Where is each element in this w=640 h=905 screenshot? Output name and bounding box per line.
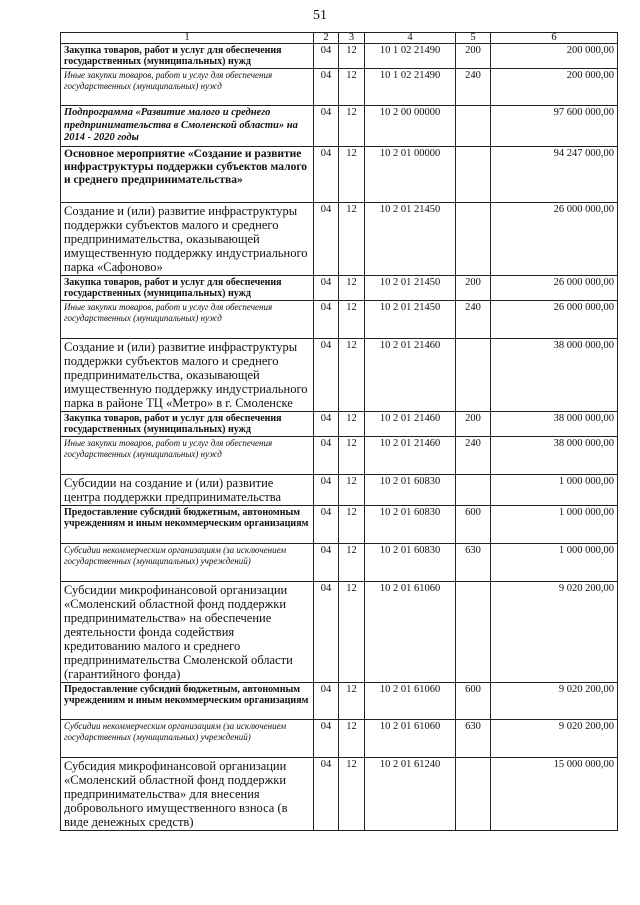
row-name-cell: Предоставление субсидий бюджетным, автономным учреждениям и иным некоммерческим организациям [61, 505, 314, 543]
table-row [61, 275, 618, 300]
table-body [61, 44, 618, 831]
amount-cell: 26 000 000,00 [491, 275, 618, 300]
subsection-code-cell: 12 [339, 300, 365, 338]
row-name-cell: Субсидии некоммерческим организациям (за исключением государственных (муниципальных) учреждений) [61, 719, 314, 757]
section-code-cell: 04 [314, 338, 339, 411]
table-row [61, 505, 618, 543]
row-name-cell: Создание и (или) развитие инфраструктуры поддержки субъектов малого и среднего предпринимательства, оказывающей имущественную поддержку индустриального парка «Сафоново» [61, 202, 314, 275]
amount-cell: 200 000,00 [491, 44, 618, 69]
table-row [61, 436, 618, 474]
target-article-cell: 10 1 02 21490 [365, 69, 456, 106]
subsection-code-cell: 12 [339, 436, 365, 474]
table-row [61, 146, 618, 202]
header-cell: 3 [339, 33, 365, 44]
table-row [61, 300, 618, 338]
target-article-cell: 10 2 01 21460 [365, 338, 456, 411]
table-row [61, 757, 618, 830]
expense-type-cell: 200 [456, 411, 491, 436]
amount-cell: 97 600 000,00 [491, 106, 618, 147]
table-row [61, 338, 618, 411]
section-code-cell: 04 [314, 106, 339, 147]
subsection-code-cell: 12 [339, 474, 365, 505]
section-code-cell: 04 [314, 757, 339, 830]
subsection-code-cell: 12 [339, 146, 365, 202]
subsection-code-cell: 12 [339, 581, 365, 682]
amount-cell: 38 000 000,00 [491, 436, 618, 474]
section-code-cell: 04 [314, 146, 339, 202]
expense-type-cell: 200 [456, 44, 491, 69]
amount-cell: 9 020 200,00 [491, 719, 618, 757]
amount-cell: 1 000 000,00 [491, 505, 618, 543]
expense-type-cell: 200 [456, 275, 491, 300]
table-row [61, 719, 618, 757]
expense-type-cell [456, 106, 491, 147]
section-code-cell: 04 [314, 300, 339, 338]
subsection-code-cell: 12 [339, 69, 365, 106]
row-name-cell: Закупка товаров, работ и услуг для обеспечения государственных (муниципальных) нужд [61, 275, 314, 300]
row-name-cell: Основное мероприятие «Создание и развитие инфраструктуры поддержки субъектов малого и среднего предпринимательства» [61, 146, 314, 202]
amount-cell: 26 000 000,00 [491, 300, 618, 338]
target-article-cell: 10 2 01 61060 [365, 719, 456, 757]
row-name-cell: Иные закупки товаров, работ и услуг для обеспечения государственных (муниципальных) нужд [61, 436, 314, 474]
row-name-cell: Предоставление субсидий бюджетным, автономным учреждениям и иным некоммерческим организациям [61, 682, 314, 719]
row-name-cell: Создание и (или) развитие инфраструктуры поддержки субъектов малого и среднего предпринимательства, оказывающей имущественную поддержку индустриального парка в районе ТЦ «Метро» в г. Смоленске [61, 338, 314, 411]
subsection-code-cell: 12 [339, 719, 365, 757]
target-article-cell: 10 2 01 21460 [365, 411, 456, 436]
target-article-cell: 10 2 01 21460 [365, 436, 456, 474]
expense-type-cell: 630 [456, 543, 491, 581]
section-code-cell: 04 [314, 719, 339, 757]
header-cell: 2 [314, 33, 339, 44]
expense-type-cell [456, 338, 491, 411]
expense-type-cell: 600 [456, 682, 491, 719]
subsection-code-cell: 12 [339, 44, 365, 69]
table-row [61, 411, 618, 436]
row-name-cell: Иные закупки товаров, работ и услуг для обеспечения государственных (муниципальных) нужд [61, 300, 314, 338]
target-article-cell: 10 2 01 00000 [365, 146, 456, 202]
amount-cell: 38 000 000,00 [491, 411, 618, 436]
target-article-cell: 10 2 01 60830 [365, 474, 456, 505]
row-name-cell: Субсидии на создание и (или) развитие центра поддержки предпринимательства [61, 474, 314, 505]
header-cell: 6 [491, 33, 618, 44]
subsection-code-cell: 12 [339, 543, 365, 581]
expense-type-cell [456, 581, 491, 682]
section-code-cell: 04 [314, 411, 339, 436]
expense-type-cell: 240 [456, 300, 491, 338]
table-row [61, 474, 618, 505]
expense-type-cell [456, 202, 491, 275]
expense-type-cell [456, 146, 491, 202]
expense-type-cell [456, 474, 491, 505]
expense-type-cell: 240 [456, 69, 491, 106]
table-row [61, 682, 618, 719]
target-article-cell: 10 2 01 61060 [365, 581, 456, 682]
amount-cell: 1 000 000,00 [491, 543, 618, 581]
table-row [61, 202, 618, 275]
target-article-cell: 10 2 00 00000 [365, 106, 456, 147]
amount-cell: 15 000 000,00 [491, 757, 618, 830]
target-article-cell: 10 1 02 21490 [365, 44, 456, 69]
row-name-cell: Закупка товаров, работ и услуг для обеспечения государственных (муниципальных) нужд [61, 411, 314, 436]
header-cell: 4 [365, 33, 456, 44]
table-row [61, 543, 618, 581]
amount-cell: 9 020 200,00 [491, 682, 618, 719]
row-name-cell: Субсидии некоммерческим организациям (за исключением государственных (муниципальных) учреждений) [61, 543, 314, 581]
subsection-code-cell: 12 [339, 505, 365, 543]
section-code-cell: 04 [314, 505, 339, 543]
expense-type-cell [456, 757, 491, 830]
table-row [61, 581, 618, 682]
page-number: 51 [313, 8, 327, 23]
subsection-code-cell: 12 [339, 275, 365, 300]
budget-table [60, 32, 618, 831]
expense-type-cell: 240 [456, 436, 491, 474]
subsection-code-cell: 12 [339, 682, 365, 719]
amount-cell: 1 000 000,00 [491, 474, 618, 505]
header-cell: 5 [456, 33, 491, 44]
row-name-cell: Субсидия микрофинансовой организации «Смоленский областной фонд поддержки предпринимательства» для внесения добровольного имущественного взноса (в виде денежных средств) [61, 757, 314, 830]
expense-type-cell: 630 [456, 719, 491, 757]
table-header-row [61, 33, 618, 44]
amount-cell: 26 000 000,00 [491, 202, 618, 275]
section-code-cell: 04 [314, 69, 339, 106]
section-code-cell: 04 [314, 581, 339, 682]
subsection-code-cell: 12 [339, 757, 365, 830]
section-code-cell: 04 [314, 543, 339, 581]
amount-cell: 38 000 000,00 [491, 338, 618, 411]
target-article-cell: 10 2 01 21450 [365, 202, 456, 275]
subsection-code-cell: 12 [339, 202, 365, 275]
section-code-cell: 04 [314, 202, 339, 275]
target-article-cell: 10 2 01 60830 [365, 505, 456, 543]
expense-type-cell: 600 [456, 505, 491, 543]
table-row [61, 106, 618, 147]
section-code-cell: 04 [314, 682, 339, 719]
row-name-cell: Субсидии микрофинансовой организации «Смоленский областной фонд поддержки предпринимательства» на обеспечение деятельности фонда содействия кредитованию малого и среднего предпринимательства Смоленской области (гарантийного фонда) [61, 581, 314, 682]
row-name-cell: Закупка товаров, работ и услуг для обеспечения государственных (муниципальных) нужд [61, 44, 314, 69]
target-article-cell: 10 2 01 60830 [365, 543, 456, 581]
row-name-cell: Подпрограмма «Развитие малого и среднего предпринимательства в Смоленской области» на 2014 - 2020 годы [61, 106, 314, 147]
section-code-cell: 04 [314, 474, 339, 505]
subsection-code-cell: 12 [339, 338, 365, 411]
table-row [61, 44, 618, 69]
amount-cell: 94 247 000,00 [491, 146, 618, 202]
subsection-code-cell: 12 [339, 411, 365, 436]
table-row [61, 69, 618, 106]
target-article-cell: 10 2 01 21450 [365, 300, 456, 338]
section-code-cell: 04 [314, 44, 339, 69]
amount-cell: 200 000,00 [491, 69, 618, 106]
header-cell: 1 [61, 33, 314, 44]
subsection-code-cell: 12 [339, 106, 365, 147]
section-code-cell: 04 [314, 275, 339, 300]
target-article-cell: 10 2 01 21450 [365, 275, 456, 300]
row-name-cell: Иные закупки товаров, работ и услуг для обеспечения государственных (муниципальных) нужд [61, 69, 314, 106]
amount-cell: 9 020 200,00 [491, 581, 618, 682]
target-article-cell: 10 2 01 61240 [365, 757, 456, 830]
section-code-cell: 04 [314, 436, 339, 474]
target-article-cell: 10 2 01 61060 [365, 682, 456, 719]
